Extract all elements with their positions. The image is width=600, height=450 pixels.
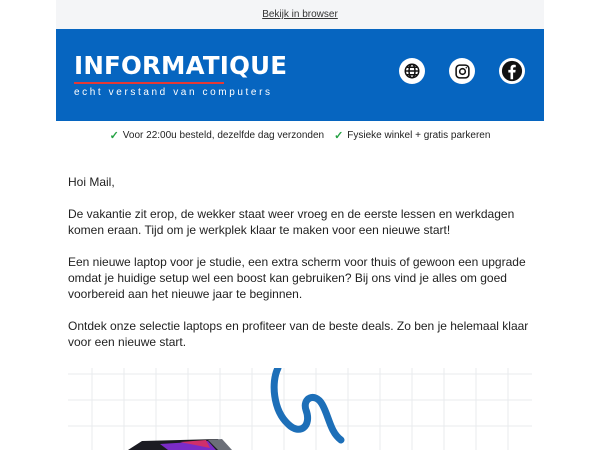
- usp-text: Fysieke winkel + gratis parkeren: [347, 130, 491, 141]
- brand-name: INFORMATIQUE: [74, 51, 288, 80]
- hero-illustration: [68, 368, 532, 450]
- email-container: [56, 0, 544, 450]
- view-in-browser-link[interactable]: Bekijk in browser: [262, 9, 338, 20]
- paragraph: Ontdek onze selectie laptops en profiteer van de beste deals. Zo ben je helemaal klaar voor een nieuwe start.: [68, 319, 529, 349]
- usp-text: Voor 22:00u besteld, dezelfde dag verzonden: [122, 130, 325, 141]
- hero-image[interactable]: [68, 368, 532, 450]
- usp-item: [334, 129, 490, 142]
- instagram-icon[interactable]: [449, 58, 475, 84]
- usp-bar: [56, 121, 544, 150]
- paragraph: De vakantie zit erop, de wekker staat weer vroeg en de eerste lessen en werkdagen komen eraan. Tijd om je werkplek klaar te maken voor een nieuwe start!: [68, 207, 515, 237]
- brand-logo[interactable]: [74, 51, 287, 98]
- globe-icon[interactable]: [399, 58, 425, 84]
- usp-item: [110, 129, 324, 142]
- checkmark-icon: ✓: [109, 130, 119, 142]
- paragraph: Een nieuwe laptop voor je studie, een extra scherm voor thuis of gewoon een upgrade omdat je huidige setup wel een boost kan gebruiken? Bij ons vind je alles om goed voorbereid aan het nieuwe jaar te beginnen.: [68, 255, 526, 301]
- email-body: [56, 150, 544, 350]
- email-header: [56, 29, 544, 121]
- top-bar: [56, 0, 544, 29]
- social-links: [399, 58, 525, 84]
- greeting: Hoi Mail,: [68, 175, 115, 189]
- logo-underline: [74, 82, 224, 84]
- facebook-icon[interactable]: [499, 58, 525, 84]
- checkmark-icon: ✓: [334, 130, 344, 142]
- brand-tagline: echt verstand van computers: [74, 87, 273, 98]
